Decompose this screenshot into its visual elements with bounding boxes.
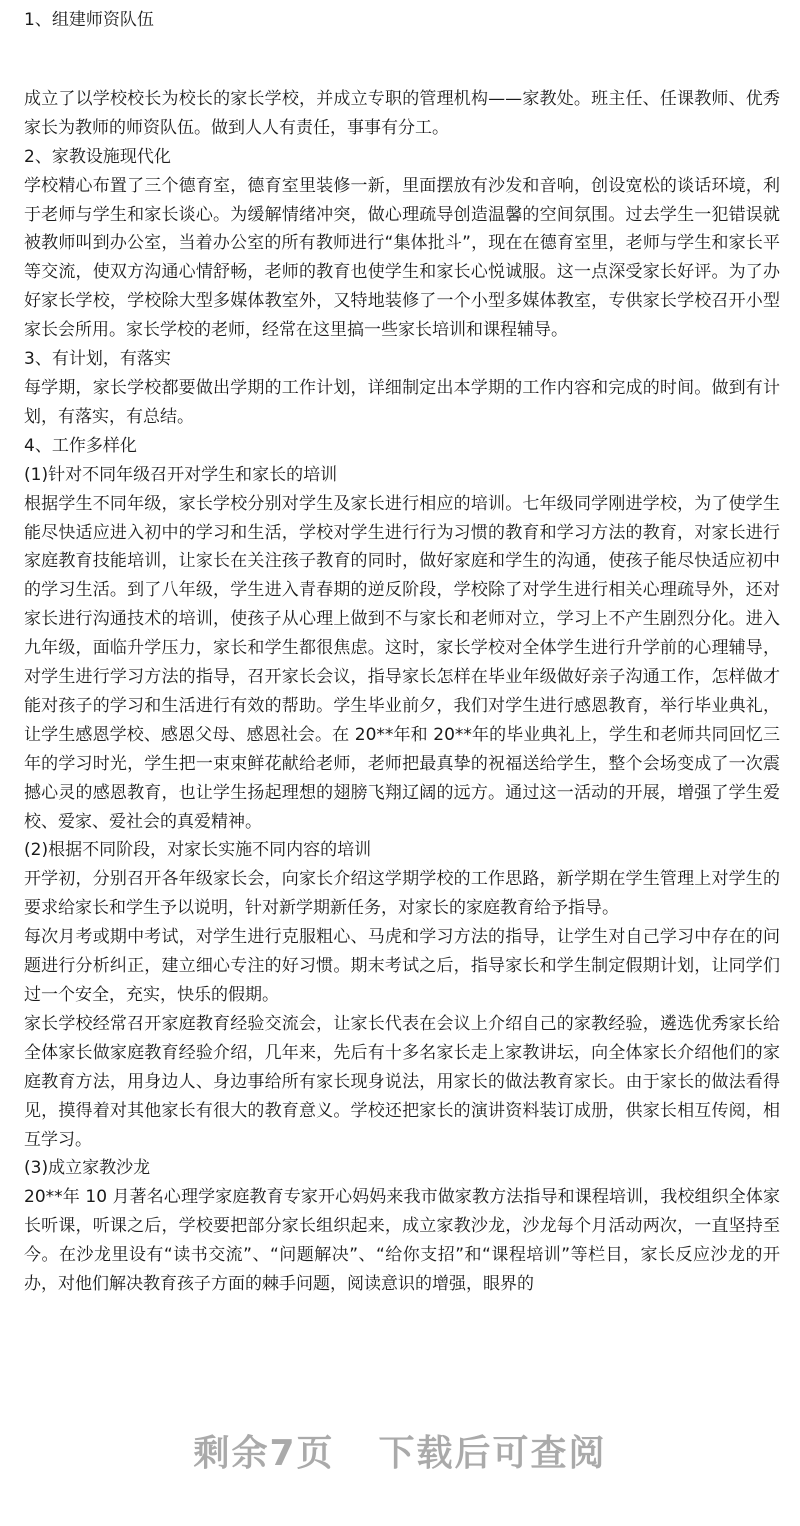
download-to-view-label: 下载后可查阅 xyxy=(378,1433,607,1474)
section-1-paragraph: 成立了以学校校长为校长的家长学校，并成立专职的管理机构——家教处。班主任、任课教师、优秀家长为教师的师资队伍。做到人人有责任，事事有分工。 xyxy=(24,88,780,138)
section-4-1-paragraph: 根据学生不同年级，家长学校分别对学生及家长进行相应的培训。七年级同学刚进学校，为了使学生能尽快适应进入初中的学习和生活，学校对学生进行行为习惯的教育和学习方法的教育，对家长进行家庭教育技能培训，让家长在关注孩子教育的同时，做好家庭和学生的沟通，使孩子能尽快适应初中的学习生活。到了八年级，学生进入青春期的逆反阶段，学校除了对学生进行相关心理疏导外，还对家长进行沟通技术的培训，使孩子从心理上做到不与家长和老师对立，学习上不产生剧烈分化。进入九年级，面临升学压力，家长和学生都很焦虑。这时，家长学校对全体学生进行升学前的心理辅导，对学生进行学习方法的指导，召开家长会议，指导家长怎样在毕业年级做好亲子沟通工作，怎样做才能对孩子的学习和生活进行有效的帮助。学生毕业前夕，我们对学生进行感恩教育，举行毕业典礼，让学生感恩学校、感恩父母、感恩社会。在 20**年和 20**年的毕业典礼上，学生和老师共同回忆三年的学习时光，学生把一束束鲜花献给老师，老师把最真挚的祝福送给学生，整个会场变成了一次震撼心灵的感恩教育，也让学生扬起理想的翅膀飞翔辽阔的远方。通过这一活动的开展，增强了学生爱校、爱家、爱社会的真爱精神。 xyxy=(24,493,780,832)
section-4-2-paragraph-3: 家长学校经常召开家庭教育经验交流会，让家长代表在会议上介绍自己的家教经验，遴选优秀家长给全体家长做家庭教育经验介绍，几年来，先后有十多名家长走上家教讲坛，向全体家长介绍他们的家庭教育方法，用身边人、身边事给所有家长现身说法，用家长的做法教育家长。由于家长的做法看得见，摸得着对其他家长有很大的教育意义。学校还把家长的演讲资料装订成册，供家长相互传阅，相互学习。 xyxy=(24,1013,780,1150)
section-4-3-title: (3)成立家教沙龙 xyxy=(24,1158,151,1179)
section-4-title: 4、工作多样化 xyxy=(24,435,137,456)
remaining-pages-label: 剩余7页 xyxy=(193,1433,335,1474)
section-3-paragraph: 每学期，家长学校都要做出学期的工作计划，详细制定出本学期的工作内容和完成的时间。做到有计划，有落实，有总结。 xyxy=(24,377,780,427)
section-4-2-paragraph-1: 开学初，分别召开各年级家长会，向家长介绍这学期学校的工作思路，新学期在学生管理上对学生的要求给家长和学生予以说明，针对新学期新任务，对家长的家庭教育给予指导。 xyxy=(24,869,780,919)
section-2-title: 2、家教设施现代化 xyxy=(24,146,171,167)
section-4-2-title: (2)根据不同阶段，对家长实施不同内容的培训 xyxy=(24,840,372,861)
section-4-3-paragraph: 20**年 10 月著名心理学家庭教育专家开心妈妈来我市做家教方法指导和课程培训，我校组织全体家长听课，听课之后，学校要把部分家长组织起来，成立家教沙龙，沙龙每个月活动两次，一直坚持至今。在沙龙里设有“读书交流”、“问题解决”、“给你支招”和“课程培训”等栏目，家长反应沙龙的开办，对他们解决教育孩子方面的棘手问题，阅读意识的增强，眼界的 xyxy=(24,1187,780,1295)
document-body xyxy=(24,0,780,1299)
section-4-1-title: (1)针对不同年级召开对学生和家长的培训 xyxy=(24,464,338,485)
download-prompt[interactable] xyxy=(0,1425,800,1476)
spacer xyxy=(24,35,780,85)
section-2-paragraph: 学校精心布置了三个德育室，德育室里装修一新，里面摆放有沙发和音响，创设宽松的谈话环境，利于老师与学生和家长谈心。为缓解情绪冲突，做心理疏导创造温馨的空间氛围。过去学生一犯错误就被教师叫到办公室，当着办公室的所有教师进行“集体批斗”，现在在德育室里，老师与学生和家长平等交流，使双方沟通心情舒畅，老师的教育也使学生和家长心悦诚服。这一点深受家长好评。为了办好家长学校，学校除大型多媒体教室外，又特地装修了一个小型多媒体教室，专供家长学校召开小型家长会所用。家长学校的老师，经常在这里搞一些家长培训和课程辅导。 xyxy=(24,175,780,341)
section-4-2-paragraph-2: 每次月考或期中考试，对学生进行克服粗心、马虎和学习方法的指导，让学生对自己学习中存在的问题进行分析纠正，建立细心专注的好习惯。期末考试之后，指导家长和学生制定假期计划，让同学们过一个安全，充实，快乐的假期。 xyxy=(24,927,780,1005)
section-3-title: 3、有计划，有落实 xyxy=(24,349,171,370)
section-1-title: 1、组建师资队伍 xyxy=(24,10,154,30)
